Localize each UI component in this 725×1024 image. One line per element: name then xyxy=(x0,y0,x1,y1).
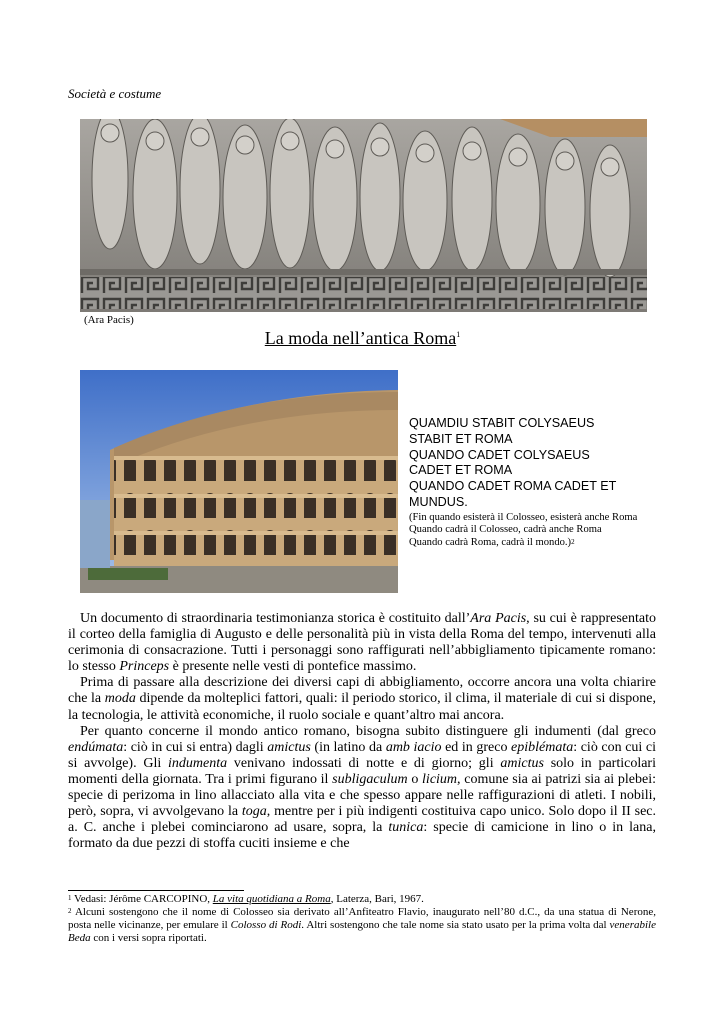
latin-inscription xyxy=(409,416,659,511)
footnote-2: $^2$ Alcuni sostengono che il nome di Colosseo sia derivato all’Anfiteatro Flavio, inaugurato nell’80 d.C., da una statua di Nerone, posta nelle vicinanze, per emulare il Colosso di Rodi. Altri sostengono che tale nome sia stato usato per la prima volta dal venerabile Beda con i versi sopra riportati. xyxy=(68,906,656,944)
article-body xyxy=(68,611,656,852)
section-header: Società e costume xyxy=(68,86,162,101)
latin-line: QUAMDIU STABIT COLYSAEUS xyxy=(409,416,595,430)
latin-line: STABIT ET ROMA xyxy=(409,431,513,446)
footnotes xyxy=(68,893,656,945)
ara-pacis-frieze-image xyxy=(80,119,647,312)
footnote-divider xyxy=(68,890,244,891)
latin-line: CADET ET ROMA xyxy=(409,463,513,478)
frieze-caption: (Ara Pacis) xyxy=(84,314,134,326)
colosseum-image xyxy=(80,370,398,593)
paragraph: Un documento di straordinaria testimonianza storica è costituito dall’Ara Pacis, su cui è rappresentato il corteo della famiglia di Augusto e delle personalità più in vista della Roma del tempo, intervenuti alla cerimonia di consacrazione. Tutti i personaggi sono raffigurati nell’abbigliamento tipicamente romano: lo stesso Princeps è presente nelle vesti di pontefice massimo. xyxy=(68,611,656,675)
title-text: La moda nell’antica Roma xyxy=(264,328,457,348)
latin-line: MUNDUS. xyxy=(409,494,468,509)
paragraph: Per quanto concerne il mondo antico romano, bisogna subito distinguere gli indumenti (dal greco endúmata: ciò in cui si entra) dagli amictus (in latino da amb iacio ed in greco epiblémata: ciò con cui ci si avvolge). Gli indumenta venivano indossati di notte e di giorno; gli amictus solo in particolari momenti della giornata. Tra i primi figurano il subligaculum o licium, comune sia ai patrizi sia ai plebei: specie di perizoma in lino allacciato alla vita e che spesso appare nelle raffigurazioni di atleti. I nobili, però, sopra, vi avvolgevano la toga, mentre per i più indigenti costituiva capo unico. Solo dopo il II sec. a. C. anche i plebei cominciarono ad usare, sopra, la tunica: specie di camicione in lino o in lana, formato da due pezzi di stoffa cuciti insieme e che xyxy=(68,723,657,852)
translation-line: Quando cadrà Roma, cadrà il mondo.) xyxy=(409,536,572,548)
title-footnote-ref: 1 xyxy=(456,330,461,339)
translation-footnote-ref: 2 xyxy=(571,537,575,546)
book-title-link[interactable]: La vita quotidiana a Roma xyxy=(212,893,331,905)
latin-translation xyxy=(409,512,637,549)
latin-line: QUANDO CADET ROMA CADET ET xyxy=(409,479,617,494)
footnote-1: $^1$ Vedasi: Jérôme CARCOPINO, La vita quotidiana a Roma, Laterza, Bari, 1967. xyxy=(68,893,424,905)
page-title xyxy=(0,328,725,349)
translation-line: (Fin quando esisterà il Colosseo, esisterà anche Roma xyxy=(409,512,638,523)
paragraph: Prima di passare alla descrizione dei diversi capi di abbigliamento, occorre ancora una volta chiarire che la moda dipende da molteplici fattori, quali: il periodo storico, il clima, il materiale di cui si dispone, la tecnologia, le attività economiche, il ruolo sociale e quant’altro mai ancora. xyxy=(68,675,656,723)
latin-line: QUANDO CADET COLYSAEUS xyxy=(409,447,590,462)
translation-line: Quando cadrà il Colosseo, cadrà anche Roma xyxy=(409,524,602,536)
